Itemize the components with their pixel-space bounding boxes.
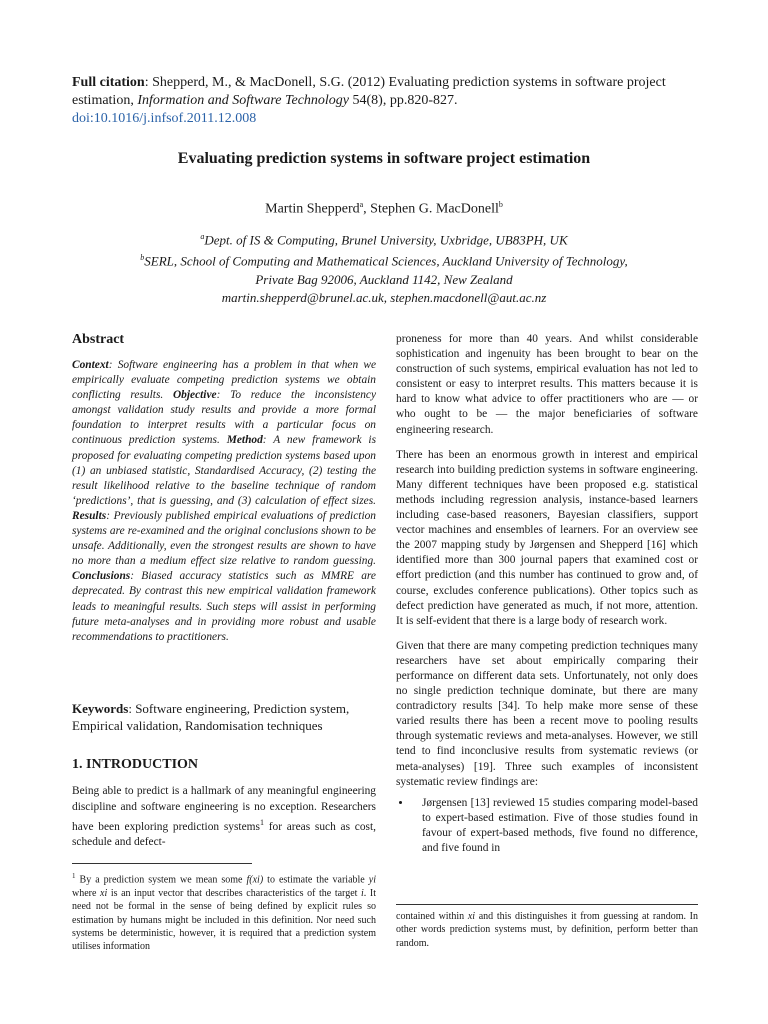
body-paragraph: There has been an enormous growth in interest and empirical research into building prediction systems in software engineering. Many different techniques have been proposed e.g. statistical methods including regression analysis, instance-based learners including case-based reasoners, Bayesian classifiers, support vector machines and ensembles of learners. For an overview see the 2007 mapping study by Jørgensen and Shepperd [16] which identified more than 300 journal papers that examined cost or effort prediction (and this number has continued to grow and, of course, excludes conference publications). Other topics such as defect prediction have generated as much, if not more, attention. It is self-evident that there is a large body of research work. [396,448,698,627]
body-paragraph: proneness for more than 40 years. And whilst considerable sophistication and ingenuity has been brought to bear on the construction of such systems, empirical evaluation has not led to consistent or easy to interpret results. This matters because it is hard to know what advice to offer practitioners who are — or who ought to be — the major beneficiaries of software engineering research. [396,333,698,436]
citation-volume: 54(8), pp.820-827. [349,93,458,108]
affiliation-marker: a [359,200,364,209]
affiliation-text: SERL, School of Computing and Mathematical Sciences, Auckland University of Technology, [144,253,628,269]
abstract-body [72,358,376,645]
list-item: • Jørgensen [13] reviewed 15 studies comparing model-based to expert-based estimation. Five of those studies found in favour of expert-based methods, five found no difference, and five found in [412,796,698,856]
footnote-math: xi [467,911,476,922]
right-column [396,332,698,856]
left-column [72,332,376,645]
footnote-text: By a prediction system we mean some [75,874,247,886]
affiliation-marker: a [200,232,205,241]
paper-title: Evaluating prediction systems in software project estimation [177,150,591,167]
abstract-text: : Software engineering has a problem in that when we empirically evaluate competing prediction systems we obtain conflicting results. [72,359,376,402]
footnote-math: yi [368,874,376,886]
abstract-label: Context [72,359,109,371]
keywords-label: Keywords [72,701,129,716]
footnote-math: xi [100,887,108,899]
findings-list [396,796,698,856]
affiliation-a [0,228,768,249]
citation-label: Full citation [72,75,145,90]
abstract-text: : Previously published empirical evaluations of prediction systems are re-examined and the original conclusions shown to be unsafe. Additionally, even the strongest results are shown to have no more than a medium effect size relative to random guessing. [72,509,376,568]
footnote-math: f(xi) [246,874,264,886]
keywords [72,700,376,734]
footnote-divider [396,904,698,905]
abstract-heading: Abstract [72,332,125,347]
footnote-text: and this distinguishes it from guessing at random. In other words prediction systems must, by definition, perform better than random. [396,911,699,949]
footnote-text: contained within [396,911,468,922]
footnote-1 [72,870,376,954]
affiliation-b [0,249,768,270]
introduction-paragraph [72,784,376,851]
abstract-text: : A new framework is proposed for evaluating competing prediction systems based upon (1) an unbiased statistic, Standardised Accuracy, (2) testing the result likelihood relative to the baseline technique of random ‘predictions’, that is guessing, and (3) calculation of effect sizes. [72,434,376,507]
author-name: Martin Shepperd [265,201,360,217]
abstract-label: Method [226,434,263,447]
full-citation [72,74,702,128]
author-emails: martin.shepperd@brunel.ac.uk, stephen.macdonell@aut.ac.nz [221,289,547,305]
footnote-text: is an input vector that describes characteristics of the target [107,887,362,899]
intro-text: for areas such as cost, schedule and defect- [72,820,376,849]
footnote-text: to estimate the variable [263,874,369,886]
abstract-label: Results [72,509,107,522]
abstract-label: Conclusions [72,570,131,583]
introduction-heading: 1. INTRODUCTION [72,757,199,772]
abstract-text: : To reduce the inconsistency amongst validation study results and provide a more formal foundation to interpret results with a particular focus on continuous prediction systems. [72,389,377,447]
citation-text: : Shepperd, M., & MacDonell, S.G. (2012) Evaluating prediction systems in software project estimation, [72,75,666,108]
footnote-number: 1 [72,872,76,880]
affiliation-b-address: Private Bag 92006, Auckland 1142, New Zealand [255,271,513,287]
footnote-math: i [361,887,364,899]
abstract-text: : Biased accuracy statistics such as MMRE are deprecated. By contrast this new empirical validation framework leads to meaningful results. Such steps will assist in performing future meta-analyses and in providing more robust and usable recommendations to practitioners. [72,570,376,643]
author-list [0,200,768,218]
body-paragraph: Given that there are many competing prediction techniques many researchers have set about empirically comparing their performance on different data sets. Unfortunately, not only does no single prediction technique dominate, but there are many contradictory results [34]. To help make more sense of these varied results there has been a recent move to pooling results through systematic reviews and meta-analyses. However, we still tend to find inconclusive results from systematic reviews (or meta-analyses) [19]. Three such examples of inconsistent systematic review findings are: [396,639,698,788]
affiliation-marker: b [498,200,503,209]
footnote-text: . It need not be formal in the sense of being defined by explicit rules so estimation by humans might be included in this definition. Nor need such systems be deterministic, however, it is required that a prediction system utilises information [72,887,377,953]
affiliation-marker: b [140,253,145,263]
affiliations [0,228,768,307]
footnote-marker: 1 [259,818,264,827]
intro-text: Being able to predict is a hallmark of any meaningful engineering discipline and software engineering is no exception. Researchers have been exploring prediction systems [72,785,376,833]
footnote-1-continued [396,910,698,950]
affiliation-text: Dept. of IS & Computing, Brunel University, Uxbridge, UB83PH, UK [204,232,568,248]
abstract-label: Objective [172,389,217,402]
footnote-text: where [72,887,101,899]
keywords-text: : Software engineering, Prediction system, Empirical validation, Randomisation techniques [72,701,350,733]
author-separator: , [363,201,371,217]
citation-journal: Information and Software Technology [137,93,350,108]
doi-link[interactable]: doi:10.1016/j.infsof.2011.12.008 [72,111,257,126]
author-name: Stephen G. MacDonell [370,201,499,217]
footnote-divider [72,863,252,864]
